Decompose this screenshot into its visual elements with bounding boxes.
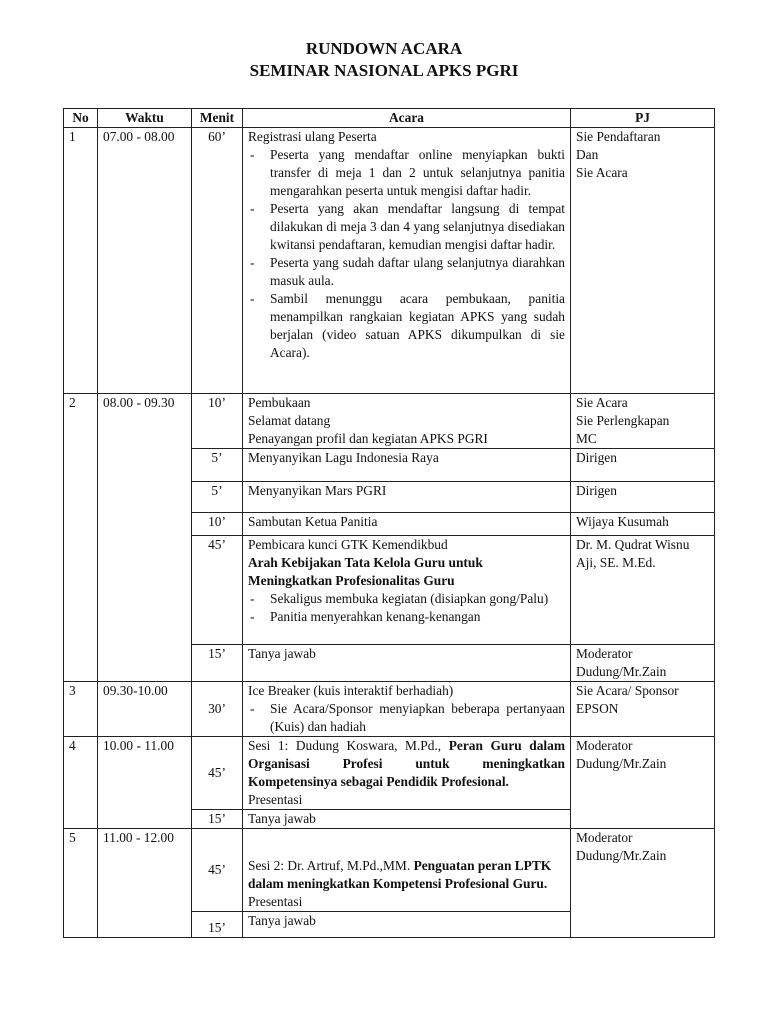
table-row <box>64 829 715 912</box>
pj-line: Dan <box>576 147 599 162</box>
acara-paragraph <box>248 737 565 791</box>
row-menit: 10’ <box>192 513 243 536</box>
row-waktu: 08.00 - 09.30 <box>98 394 192 682</box>
acara-title: Ice Breaker (kuis interaktif berhadiah) <box>248 683 454 698</box>
row-pj: Dirigen <box>571 482 715 513</box>
header-pj: PJ <box>571 109 715 128</box>
table-row <box>64 128 715 394</box>
header-acara: Acara <box>243 109 571 128</box>
row-no: 2 <box>64 394 98 682</box>
row-menit: 60’ <box>192 128 243 394</box>
row-acara <box>243 737 571 810</box>
list-item: - Sambil menunggu acara pembukaan, panitia menampilkan rangkaian kegiatan APKS yang sudah berjalan (video satuan APKS dikumpulkan di sie Acara). <box>248 290 565 362</box>
list-item: - Peserta yang akan mendaftar langsung di tempat dilakukan di meja 3 dan 4 yang selanjutnya disediakan kwitansi pendaftaran, kemudian mengisi daftar hadir. <box>248 200 565 254</box>
list-item: - Sekaligus membuka kegiatan (disiapkan gong/Palu) <box>248 590 565 608</box>
row-pj <box>571 128 715 394</box>
row-no: 5 <box>64 829 98 938</box>
row-acara <box>243 829 571 912</box>
pj-line: Moderator <box>576 646 633 661</box>
row-waktu: 11.00 - 12.00 <box>98 829 192 938</box>
row-menit: 45’ <box>192 829 243 912</box>
acara-line: Pembicara kunci GTK Kemendikbud <box>248 537 448 552</box>
acara-bullet-list <box>248 146 565 362</box>
row-pj <box>571 829 715 938</box>
row-waktu: 09.30-10.00 <box>98 682 192 737</box>
row-acara: Menyanyikan Lagu Indonesia Raya <box>243 449 571 482</box>
table-row <box>64 737 715 810</box>
list-item: - Peserta yang sudah daftar ulang selanjutnya diarahkan masuk aula. <box>248 254 565 290</box>
pj-line: Dudung/Mr.Zain <box>576 756 667 771</box>
header-no: No <box>64 109 98 128</box>
acara-bullet-list <box>248 700 565 736</box>
acara-line: Pembukaan <box>248 395 311 410</box>
row-acara <box>243 394 571 449</box>
row-menit: 15’ <box>192 912 243 938</box>
pj-line: Sie Acara <box>576 395 628 410</box>
row-acara: Menyanyikan Mars PGRI <box>243 482 571 513</box>
row-no: 4 <box>64 737 98 829</box>
pj-line: Moderator <box>576 830 633 845</box>
row-pj: Wijaya Kusumah <box>571 513 715 536</box>
row-pj <box>571 645 715 682</box>
table-row <box>64 394 715 449</box>
row-no: 3 <box>64 682 98 737</box>
list-item: - Sie Acara/Sponsor menyiapkan beberapa pertanyaan (Kuis) dan hadiah <box>248 700 565 736</box>
list-item: - Panitia menyerahkan kenang-kenangan <box>248 608 565 626</box>
row-acara: Tanya jawab <box>243 645 571 682</box>
row-acara <box>243 682 571 737</box>
pj-line: Sie Acara <box>576 165 628 180</box>
table-row <box>64 682 715 737</box>
row-menit: 15’ <box>192 645 243 682</box>
row-pj: Dirigen <box>571 449 715 482</box>
pj-line: Dudung/Mr.Zain <box>576 664 667 679</box>
row-menit: 10’ <box>192 394 243 449</box>
acara-line: Presentasi <box>248 792 303 807</box>
document-subtitle: SEMINAR NASIONAL APKS PGRI <box>249 61 519 80</box>
acara-bold-title: Peran Guru dalam Organisasi Profesi untuk meningkatkan Kompetensinya sebagai Pendidik Profesional. <box>248 738 565 789</box>
row-menit: 5’ <box>192 449 243 482</box>
acara-prefix: Sesi 2: Dr. Artruf, M.Pd.,MM. <box>248 858 411 873</box>
row-waktu: 07.00 - 08.00 <box>98 128 192 394</box>
row-acara: Sambutan Ketua Panitia <box>243 513 571 536</box>
acara-line: Selamat datang <box>248 413 331 428</box>
row-menit: 45’ <box>192 737 243 810</box>
pj-line: Sie Acara/ Sponsor <box>576 683 679 698</box>
pj-line: EPSON <box>576 701 619 716</box>
acara-bold-title: Penguatan peran LPTK dalam meningkatkan Kompetensi Profesional Guru. <box>248 858 552 891</box>
row-pj: Dr. M. Qudrat Wisnu Aji, SE. M.Ed. <box>571 536 715 645</box>
pj-line: Sie Pendaftaran <box>576 129 661 144</box>
document-title: RUNDOWN ACARA <box>305 39 463 58</box>
rundown-table <box>63 108 715 938</box>
row-waktu: 10.00 - 11.00 <box>98 737 192 829</box>
acara-line: Presentasi <box>248 894 303 909</box>
header-menit: Menit <box>192 109 243 128</box>
pj-line: MC <box>576 431 597 446</box>
pj-line: Sie Perlengkapan <box>576 413 670 428</box>
acara-title: Registrasi ulang Peserta <box>248 129 377 144</box>
row-no: 1 <box>64 128 98 394</box>
pj-line: Moderator <box>576 738 633 753</box>
row-pj <box>571 394 715 449</box>
acara-line: Penayangan profil dan kegiatan APKS PGRI <box>248 431 488 446</box>
row-menit: 5’ <box>192 482 243 513</box>
row-acara <box>243 536 571 645</box>
acara-paragraph <box>248 857 565 893</box>
acara-bold-title: Arah Kebijakan Tata Kelola Guru untuk Meningkatkan Profesionalitas Guru <box>248 555 483 588</box>
table-header-row <box>64 109 715 128</box>
list-item: - Peserta yang mendaftar online menyiapkan bukti transfer di meja 1 dan 2 untuk selanjutnya panitia mengarahkan peserta untuk mengisi daftar hadir. <box>248 146 565 200</box>
row-menit: 45’ <box>192 536 243 645</box>
acara-prefix: Sesi 1: Dudung Koswara, M.Pd., <box>248 738 442 753</box>
acara-bullet-list <box>248 590 565 626</box>
row-menit: 30’ <box>192 682 243 737</box>
row-acara: Tanya jawab <box>243 810 571 829</box>
row-pj <box>571 682 715 737</box>
header-waktu: Waktu <box>98 109 192 128</box>
row-menit: 15’ <box>192 810 243 829</box>
pj-line: Dudung/Mr.Zain <box>576 848 667 863</box>
row-acara: Tanya jawab <box>243 912 571 938</box>
row-acara <box>243 128 571 394</box>
row-pj <box>571 737 715 829</box>
